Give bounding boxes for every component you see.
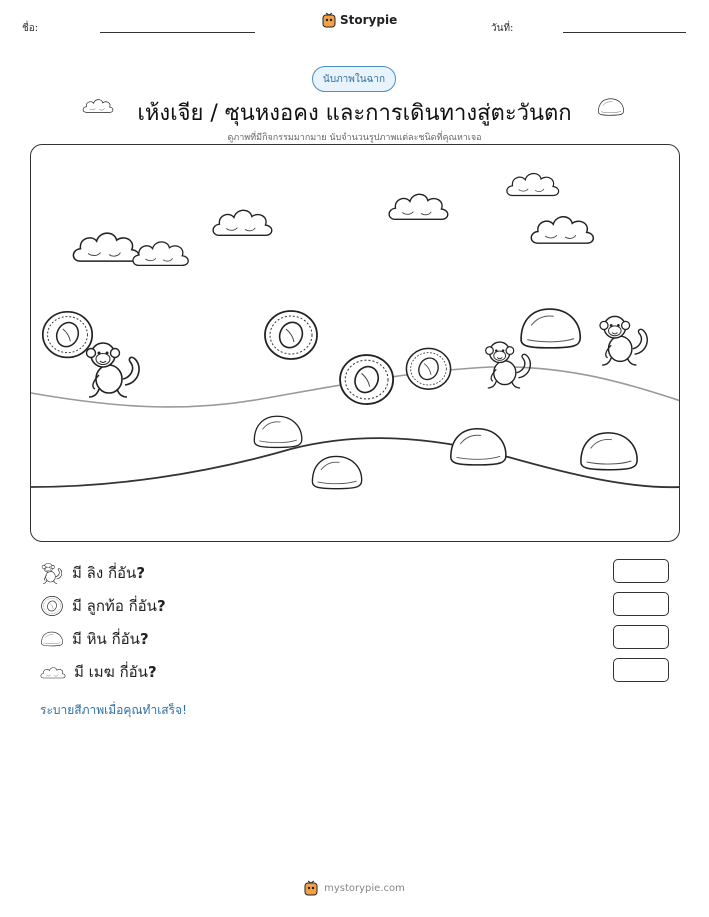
cloud-icon: [40, 661, 66, 683]
answer-box-monkey[interactable]: [613, 559, 669, 583]
rock-4: [451, 429, 506, 465]
rock-icon: [596, 97, 626, 117]
activity-badge: นับภาพในฉาก: [312, 66, 396, 92]
brand-name: Storypie: [340, 13, 398, 27]
peach-1: [43, 312, 92, 358]
rock-5: [581, 433, 637, 470]
question-cloud: มี เมฆ กี่อัน?: [40, 660, 157, 684]
question-monkey: มี ลิง กี่อัน?: [40, 561, 145, 585]
cloud-2: [133, 242, 188, 266]
answer-box-peach[interactable]: [613, 592, 669, 616]
page-title: เห้งเจีย / ซุนหงอคง และการเดินทางสู่ตะวันตก: [137, 101, 572, 126]
name-label: ชื่อ:: [22, 23, 39, 34]
storypie-logo: [322, 12, 397, 28]
scene-illustration: [31, 145, 680, 542]
footer: [0, 880, 709, 896]
cloud-4: [389, 194, 448, 219]
name-line[interactable]: [100, 32, 255, 33]
counting-scene: [30, 144, 680, 542]
monkey-2: [486, 342, 531, 388]
answer-box-cloud[interactable]: [613, 658, 669, 682]
question-item: ลูกท้อ: [86, 597, 124, 615]
peach-icon: [40, 594, 64, 618]
page-subtitle: ดูภาพที่มีกิจกรรมมากมาย นับจำนวนรูปภาพแต่ละชนิดที่คุณหาเจอ: [227, 133, 482, 143]
rock-3: [312, 456, 361, 488]
question-rock: มี หิน กี่อัน?: [40, 627, 149, 651]
peach-4: [406, 348, 450, 389]
answer-box-rock[interactable]: [613, 625, 669, 649]
question-peach: มี ลูกท้อ กี่อัน?: [40, 594, 166, 618]
rock-icon: [40, 627, 64, 651]
pie-mascot-icon: [322, 12, 336, 28]
question-item: เมฆ: [88, 663, 115, 681]
cloud-6: [531, 217, 593, 243]
monkey-3: [600, 316, 647, 365]
rock-2: [254, 416, 302, 447]
cloud-1: [73, 233, 139, 261]
date-line[interactable]: [563, 32, 686, 33]
peach-3: [340, 355, 393, 404]
cloud-3: [213, 210, 272, 235]
finish-instruction: ระบายสีภาพเมื่อคุณทำเสร็จ!: [40, 703, 187, 717]
date-label: วันที่:: [491, 23, 514, 34]
question-item: ลิง: [86, 564, 104, 582]
footer-url[interactable]: mystorypie.com: [324, 882, 405, 894]
peach-2: [265, 311, 317, 359]
rock-1: [521, 309, 580, 348]
monkey-1: [87, 343, 140, 397]
pie-mascot-icon: [304, 880, 318, 896]
monkey-icon: [40, 561, 64, 585]
question-item: หิน: [86, 630, 107, 648]
cloud-5: [507, 173, 559, 195]
